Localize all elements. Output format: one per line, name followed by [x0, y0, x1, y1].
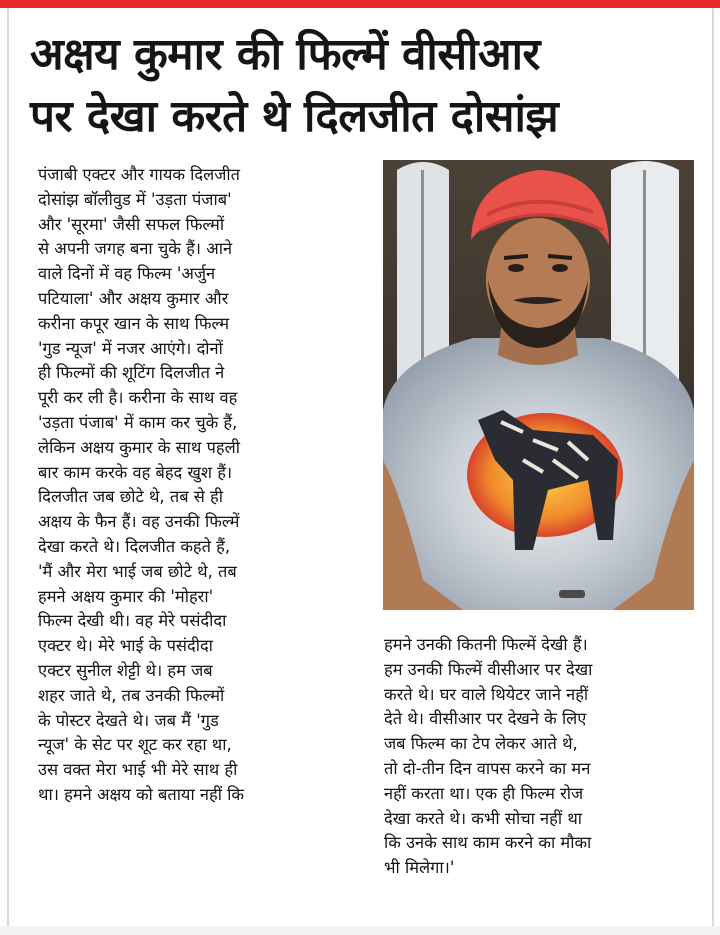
article-photo	[383, 160, 694, 610]
body-text-line: हमने अक्षय कुमार की 'मोहरा'	[38, 586, 214, 606]
article-body-left-column	[38, 163, 358, 808]
body-text-line: और 'सूरमा' जैसी सफल फिल्मों	[38, 214, 225, 234]
body-text-line: हम उनकी फिल्में वीसीआर पर देखा	[384, 659, 593, 679]
body-text-line: देखा करते थे। दिलजीत कहते हैं,	[38, 536, 231, 556]
body-text-line: 'उड़ता पंजाब' में काम कर चुके हैं,	[38, 412, 238, 432]
bottom-margin	[0, 926, 720, 935]
article-body-right-column	[384, 633, 699, 881]
portrait-illustration	[383, 160, 694, 610]
body-text-line: पंजाबी एक्टर और गायक दिलजीत	[38, 165, 240, 184]
body-text-line: एक्टर सुनील शेट्टी थे। हम जब	[38, 660, 213, 680]
body-text-line: देते थे। वीसीआर पर देखने के लिए	[384, 709, 587, 729]
body-text-line: भी मिलेगा।'	[384, 858, 455, 878]
body-text-line: तो दो-तीन दिन वापस करने का मन	[384, 758, 591, 778]
body-text-line: पूरी कर ली है। करीना के साथ वह	[38, 388, 238, 408]
top-accent-bar	[0, 0, 720, 8]
body-text-line: 'गुड न्यूज' में नजर आएंगे। दोनों	[38, 338, 223, 358]
body-text-line: पटियाला' और अक्षय कुमार और	[38, 288, 229, 308]
body-text-line: शहर जाते थे, तब उनकी फिल्मों	[38, 685, 225, 705]
body-text-line: फिल्म देखी थी। वह मेरे पसंदीदा	[38, 611, 227, 631]
body-text-line: करीना कपूर खान के साथ फिल्म	[38, 313, 230, 333]
article-headline	[30, 24, 700, 148]
body-text-line: एक्टर थे। मेरे भाई के पसंदीदा	[38, 636, 213, 656]
body-text-line: नहीं करता था। एक ही फिल्म रोज	[384, 783, 584, 803]
body-text-line: दोसांझ बॉलीवुड में 'उड़ता पंजाब'	[38, 189, 232, 209]
body-text-line: हमने उनकी कितनी फिल्में देखी हैं।	[384, 635, 588, 654]
body-text-line: करते थे। घर वाले थियेटर जाने नहीं	[384, 684, 589, 704]
body-text-line: जब फिल्म का टेप लेकर आते थे,	[384, 734, 578, 754]
body-text-line: देखा करते थे। कभी सोचा नहीं था	[384, 808, 583, 828]
body-text-line: कि उनके साथ काम करने का मौका	[384, 833, 592, 853]
body-text-line: वाले दिनों में वह फिल्म 'अर्जुन	[38, 264, 216, 284]
body-text-line: बार काम करके वह बेहद खुश हैं।	[38, 462, 233, 482]
body-text-line: लेकिन अक्षय कुमार के साथ पहली	[38, 437, 240, 457]
body-text-line: दिलजीत जब छोटे थे, तब से ही	[38, 487, 224, 507]
body-text-line: ही फिल्मों की शूटिंग दिलजीत ने	[38, 363, 225, 383]
headline-line-1: अक्षय कुमार की फिल्में वीसीआर	[30, 29, 540, 80]
body-text-line: से अपनी जगह बना चुके हैं। आने	[38, 239, 233, 259]
headline-line-2: पर देखा करते थे दिलजीत दोसांझ	[30, 91, 559, 142]
body-text-line: था। हमने अक्षय को बताया नहीं कि	[38, 784, 244, 804]
body-text-line: उस वक्त मेरा भाई भी मेरे साथ ही	[38, 760, 238, 780]
body-text-line: अक्षय के फैन हैं। वह उनकी फिल्में	[38, 512, 240, 532]
body-text-line: के पोस्टर देखते थे। जब मैं 'गुड	[38, 710, 219, 730]
body-text-line: न्यूज' के सेट पर शूट कर रहा था,	[38, 735, 232, 755]
body-text-line: 'मैं और मेरा भाई जब छोटे थे, तब	[38, 561, 237, 581]
right-margin-rule	[712, 8, 714, 928]
left-margin-rule	[7, 8, 9, 928]
